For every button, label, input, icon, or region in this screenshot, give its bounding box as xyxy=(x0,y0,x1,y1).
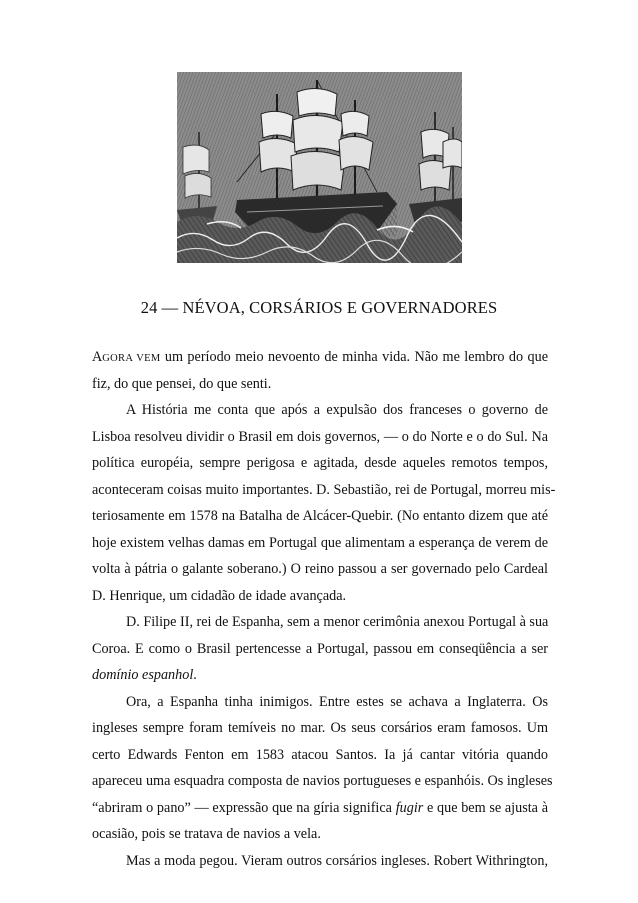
paragraph-1 xyxy=(92,344,548,397)
dropcap: A xyxy=(92,349,103,365)
chapter-title: 24 — NÉVOA, CORSÁRIOS E GOVERNADORES xyxy=(140,298,498,317)
chapter-body xyxy=(92,344,556,874)
paragraph-2 xyxy=(92,397,556,609)
p2-line4: aconteceram coisas muito importantes. D. Sebastião, rei de Portugal, morreu mis- xyxy=(92,481,556,498)
p2-line7: volta à pátria o galante soberano.) O reino passou a ser governado pelo Cardeal xyxy=(92,561,548,577)
ships-engraving-image xyxy=(177,72,462,263)
p4-italic-term: fugir xyxy=(395,799,424,816)
p4-line2: ingleses sempre foram temíveis no mar. Os seus corsários eram famosos. Um xyxy=(92,720,548,736)
p1-line2: fiz, do que pensei, do que senti. xyxy=(92,375,272,392)
p4-line5-end: e que bem se ajusta à xyxy=(423,799,548,816)
p4-line5-start: “abriram o pano” — expressão que na gíria significa xyxy=(92,799,396,816)
p4-line1: Ora, a Espanha tinha inimigos. Entre estes se achava a Inglaterra. Os xyxy=(126,693,548,710)
p1-line1: um período meio nevoento de minha vida. Não me lembro do que xyxy=(160,349,548,365)
paragraph-4 xyxy=(92,689,553,848)
p2-line1: A História me conta que após a expulsão dos franceses o governo de xyxy=(126,402,548,418)
p2-line2: Lisboa resolveu dividir o Brasil em dois governos, — o do Norte e o do Sul. Na xyxy=(92,428,548,445)
p3-line1: D. Filipe II, rei de Espanha, sem a menor cerimônia anexou Portugal à sua xyxy=(126,614,549,630)
small-caps-opening: GORA VEM xyxy=(102,353,161,364)
p3-line2: Coroa. E como o Brasil pertencesse a Portugal, passou em conseqüência a ser xyxy=(92,640,548,657)
p4-line6: ocasião, pois se tratava de navios a vela. xyxy=(92,826,321,842)
paragraph-3 xyxy=(92,609,548,689)
p5-line1: Mas a moda pegou. Vieram outros corsários ingleses. Robert Withrington, xyxy=(126,852,548,869)
paragraph-5 xyxy=(92,848,548,875)
p2-line5: teriosamente em 1578 na Batalha de Alcácer-Quebir. (No entanto dizem que até xyxy=(92,508,548,524)
p4-line4: apareceu uma esquadra composta de navios portugueses e espanhóis. Os ingleses xyxy=(92,773,553,789)
p3-italic-term: domínio espanhol xyxy=(92,667,194,683)
p3-line3-end: . xyxy=(193,667,197,683)
p2-line8: D. Henrique, um cidadão de idade avançada. xyxy=(92,587,347,604)
p2-line3: política européia, sempre perigosa e agitada, desde aqueles remotos tempos, xyxy=(92,455,548,471)
p2-line6: hoje existem velhas damas em Portugal que alimentam a esperança de verem de xyxy=(92,534,548,551)
p4-line3: certo Edwards Fenton em 1583 atacou Santos. Ia já cantar vitória quando xyxy=(92,746,548,763)
